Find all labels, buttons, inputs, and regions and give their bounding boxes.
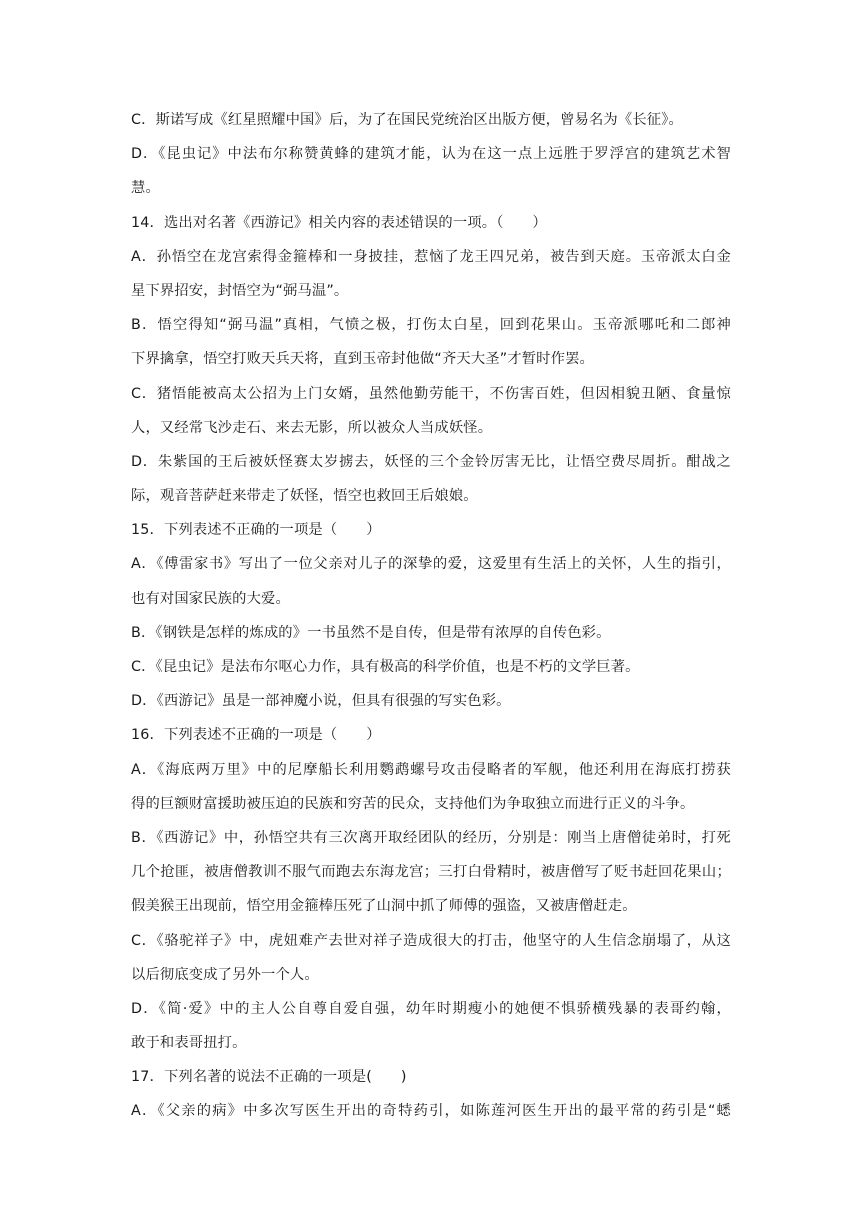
option-c-q14: C．猪悟能被高太公招为上门女婿，虽然他勤劳能干，不伤害百姓，但因相貌丑陋、食量惊 [131,385,731,402]
option-b-q16-continued: 几个抢匪，被唐僧教训不服气而跑去东海龙宫；三打白骨精时，被唐僧写了贬书赶回花果山； [131,864,731,881]
option-a-q17: A．《父亲的病》中多次写医生开出的奇特药引，如陈莲河医生开出的最平常的药引是“蟋 [131,1103,731,1120]
question-14-stem: 14．选出对名著《西游记》相关内容的表述错误的一项。（ ） [131,214,547,231]
option-c-q13: C．斯诺写成《红星照耀中国》后，为了在国民党统治区出版方便，曾易名为《长征》。 [131,112,683,128]
option-c-q15: C．《昆虫记》是法布尔呕心力作，具有极高的科学价值，也是不朽的文学巨著。 [131,659,640,675]
option-b-q14-continued: 下界擒拿，悟空打败天兵天将，直到玉帝封他做“齐天大圣”才暂时作罢。 [131,351,594,368]
question-15-stem: 15．下列表述不正确的一项是（ ） [131,522,381,539]
option-c-q14-continued: 人，又经常飞沙走石、来去无影，所以被众人当成妖怪。 [131,419,493,436]
option-d-q16: D．《简·爱》中的主人公自尊自爱自强，幼年时期瘦小的她便不惧骄横残暴的表哥约翰， [131,1000,731,1017]
option-b-q15: B．《钢铁是怎样的炼成的》一书虽然不是自传，但是带有浓厚的自传色彩。 [131,624,611,641]
option-d-q13: D．《昆虫记》中法布尔称赞黄蜂的建筑才能，认为在这一点上远胜于罗浮宫的建筑艺术智 [131,146,731,163]
option-a-q14-continued: 星下界招安，封悟空为“弼马温”。 [131,282,349,299]
option-b-q16: B．《西游记》中，孙悟空共有三次离开取经团队的经历，分别是：刚当上唐僧徒弟时，打死 [131,829,731,846]
question-16-stem: 16．下列表述不正确的一项是（ ） [131,727,381,744]
question-text-block [131,103,731,1129]
option-a-q16: A．《海底两万里》中的尼摩船长利用鹦鹉螺号攻击侵略者的军舰，他还利用在海底打捞获 [131,761,731,778]
option-a-q15: A．《傅雷家书》写出了一位父亲对儿子的深挚的爱，这爱里有生活上的关怀，人生的指引， [131,556,731,573]
option-a-q16-continued: 得的巨额财富援助被压迫的民族和穷苦的民众，支持他们为争取独立而进行正义的斗争。 [131,795,695,812]
option-c-q16: C．《骆驼祥子》中，虎妞难产去世对祥子造成很大的打击，他坚守的人生信念崩塌了，从这 [131,932,731,949]
question-17-stem: 17．下列名著的说法不正确的一项是( ) [131,1069,407,1086]
option-d-q14: D．朱紫国的王后被妖怪赛太岁掳去，妖怪的三个金铃厉害无比，让悟空费尽周折。酣战之 [131,453,731,470]
option-d-q16-continued: 敢于和表哥扭打。 [131,1035,247,1052]
option-a-q14: A．孙悟空在龙宫索得金箍棒和一身披挂，惹恼了龙王四兄弟，被告到天庭。玉帝派太白金 [131,248,731,265]
option-c-q16-continued: 以后彻底变成了另外一个人。 [131,966,319,983]
option-d-q14-continued: 际，观音菩萨赶来带走了妖怪，悟空也救回王后娘娘。 [131,488,478,505]
option-d-q15: D．《西游记》虽是一部神魔小说，但具有很强的写实色彩。 [131,693,511,710]
option-b-q14: B．悟空得知“弼马温”真相，气愤之极，打伤太白星，回到花果山。玉帝派哪吒和二郎神 [131,317,731,334]
option-d-q13-continued: 慧。 [131,180,160,197]
option-a-q15-continued: 也有对国家民族的大爱。 [131,590,290,607]
option-b-q16-continued-2: 假美猴王出现前，悟空用金箍棒压死了山洞中抓了师傅的强盗，又被唐僧赶走。 [131,898,637,915]
